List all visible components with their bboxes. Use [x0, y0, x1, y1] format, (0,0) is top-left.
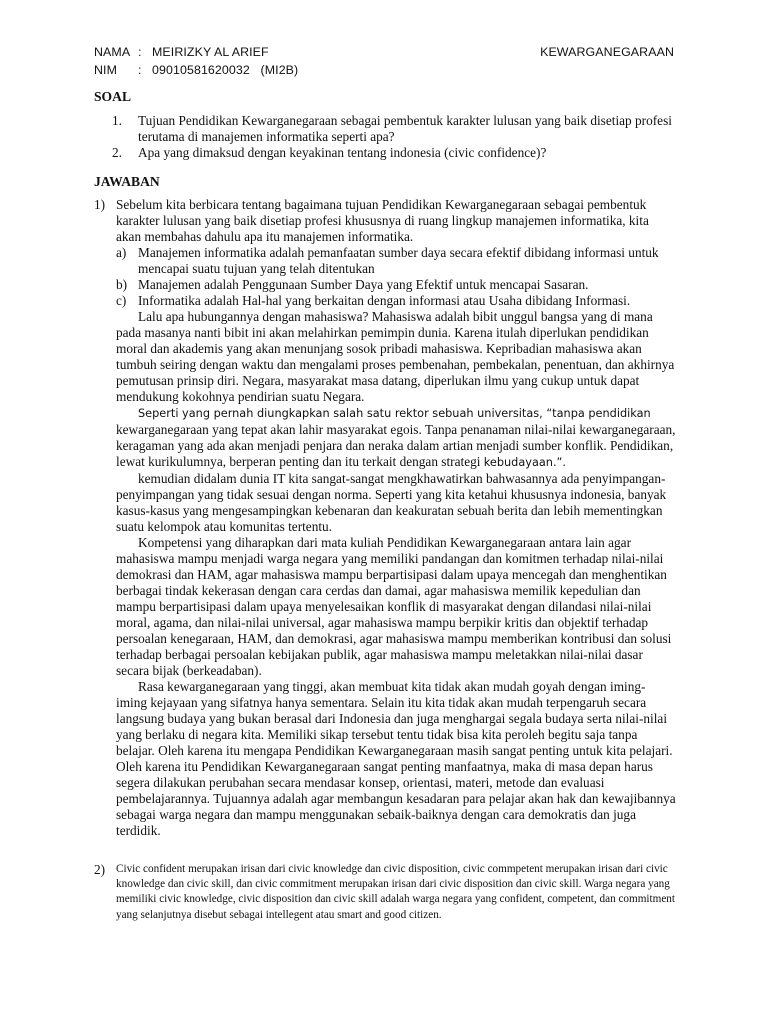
answer-1-intro: Sebelum kita berbicara tentang bagaimana tujuan Pendidikan Kewarganegaraan sebagai pembentuk karakter lulusan yang baik disetiap profesi khususnya di ruang lingkup manajemen informatika, kita akan membahas dahulu apa itu manajemen informatika. [116, 197, 649, 244]
name-separator: : [138, 45, 142, 59]
student-info [94, 43, 298, 79]
paragraph: Rasa kewarganegaraan yang tinggi, akan membuat kita tidak akan mudah goyah dengan iming-iming kejayaan yang sifatnya hanya sementara. Selain itu kita tidak akan mudah terpengaruh secara langsung budaya yang bukan berasal dari Indonesia dan juga menghargai segala budaya serta nilai-nilai yang berlaku di negara kita. Memiliki sikap tersebut tentu tidak bisa kita peroleh begitu saja tanpa belajar. Oleh karena itu mengapa Pendidikan Kewarganegaraan masih sangat penting untuk kita pelajari. [116, 679, 673, 758]
definition-item [116, 293, 676, 309]
definition-text: Informatika adalah Hal-hal yang berkaitan dengan informasi atau Usaha dibidang Informasi. [138, 293, 631, 308]
nim-separator: : [138, 63, 142, 77]
nim-value: 09010581620032 (MI2B) [152, 63, 299, 77]
question-text: Tujuan Pendidikan Kewarganegaraan sebagai pembentuk karakter lulusan yang baik disetiap profesi terutama di manajemen informatika seperti apa? [138, 113, 672, 144]
answer-1-section [94, 197, 676, 839]
answer-number: 1) [94, 197, 106, 212]
definition-letter: c) [116, 293, 127, 308]
question-number: 2. [112, 145, 122, 160]
question-number: 1. [112, 113, 122, 128]
question-text: Apa yang dimaksud dengan keyakinan tentang indonesia (civic confidence)? [138, 145, 547, 160]
quote-lead: Seperti yang pernah diungkapkan salah satu rektor sebuah universitas, “tanpa pendidikan [138, 407, 651, 420]
paragraph: Lalu apa hubungannya dengan mahasiswa? Mahasiswa adalah bibit unggul bangsa yang di mana pada masanya nanti bibit ini akan melahirkan pemimpin dunia. Karena itulah diperlukan pendidikan moral dan akademis yang akan menunjang sosok pribadi mahasiswa. Kepribadian mahasiswa akan tumbuh seiring dengan waktu dan mengalami proses pembenahan, pembekalan, penentuan, dan akhirnya pemutusan prinsip diri. Negara, masyarakat masa datang, diperlukan ilmu yang cukup untuk dapat mendukung kokohnya pendirian suatu Negara. [116, 309, 675, 404]
answer-2-text: Civic confident merupakan irisan dari civic knowledge dan civic disposition, civic commpetent merupakan irisan dari civic knowledge dan civic skill, dan civic commitment merupakan irisan dari civic disposition dan civic skill. Warga negara yang memiliki civic knowledge, civic disposition dan civic skill adalah warga negara yang confident, competent, dan commitment yang selanjutnya disebut sebagai intellegent atau smart and good citizen. [116, 863, 676, 921]
name-value: MEIRIZKY AL ARIEF [152, 45, 269, 59]
definition-text: Manajemen adalah Penggunaan Sumber Daya yang Efektif untuk mencapai Sasaran. [138, 277, 589, 292]
definition-letter: a) [116, 245, 127, 260]
paragraph: Kompetensi yang diharapkan dari mata kuliah Pendidikan Kewarganegaraan antara lain agar mahasiswa mampu menjadi warga negara yang memiliki pandangan dan komitmen terhadap nilai-nilai demokrasi dan HAM, agar mahasiswa mampu berpartisipasi dalam upaya mencegah dan menghentikan berbagai tindak kekerasan dengan cara cerdas dan damai, agar mahasiswa memilik kepedulian dan mampu berpartisipasi dalam upaya menyelesaikan konflik di masyarakat dengan dilandasi nilai-nilai moral, agama, dan nilai-nilai universal, agar mahasiswa mampu berpikir kritis dan objektif terhadap persoalan kenegaraan, HAM, dan demokrasi, agar mahasiswa mampu memberikan kontribusi dan solusi terhadap berbagai persoalan kebijakan publik, agar mahasiswa mampu meletakkan nilai-nilai dasar secara bijak (berkeadaban). [116, 535, 672, 678]
question-item [112, 113, 672, 145]
question-item [112, 145, 672, 161]
question-list [112, 113, 672, 161]
paragraph: Oleh karena itu Pendidikan Kewarganegaraan sangat penting manfaatnya, maka di masa depan harus segera dilakukan perubahan secara mendasar konsep, orientasi, materi, metode dan evaluasi pembelajarannya. Tujuannya adalah agar membangun kesadaran para pelajar akan hak dan kewajibannya sebagai warga negara dan mampu menggunakan sebaik-baiknya dengan cara demokratis dan juga terdidik. [116, 759, 676, 838]
answer-number: 2) [94, 862, 106, 877]
quote-body: kewarganegaraan yang tepat akan lahir masyarakat egois. Tanpa penanaman nilai-nilai kewarganegaraan, keragaman yang ada akan menjadi penjara dan neraka dalam artian menjadi sumber konflik. Pendidikan, lewat kurikulumnya, berperan penting dan itu terkait dengan strategi [116, 422, 676, 469]
nim-row [94, 61, 298, 79]
paragraph: kemudian didalam dunia IT kita sangat-sangat mengkhawatirkan bahwasannya ada penyimpangan-penyimpangan yang tidak sesuai dengan norma. Seperti yang kita ketahui khususnya indonesia, banyak kasus-kasus yang mengesampingkan kebenaran dan keakuratan sebuah berita dan lebih mementingkan suatu kelompok atau komunitas tertentu. [116, 471, 667, 534]
name-label: NAMA [94, 45, 131, 59]
course-title: KEWARGANEGARAAN [540, 45, 674, 59]
quote-end: kebudayaan.”. [483, 456, 567, 469]
soal-heading: SOAL [94, 89, 132, 104]
answer-1 [94, 197, 676, 839]
answer-2 [94, 862, 676, 923]
definition-item [116, 245, 676, 277]
jawaban-heading: JAWABAN [94, 174, 160, 189]
nim-label: NIM [94, 63, 118, 77]
paragraph-quote [116, 405, 676, 471]
definition-item [116, 277, 676, 293]
answer-1-body [116, 197, 676, 839]
definition-letter: b) [116, 277, 128, 292]
definition-text: Manajemen informatika adalah pemanfaatan sumber daya secara efektif dibidang informasi untuk mencapai suatu tujuan yang telah ditentukan [138, 245, 659, 276]
name-row [94, 43, 298, 61]
